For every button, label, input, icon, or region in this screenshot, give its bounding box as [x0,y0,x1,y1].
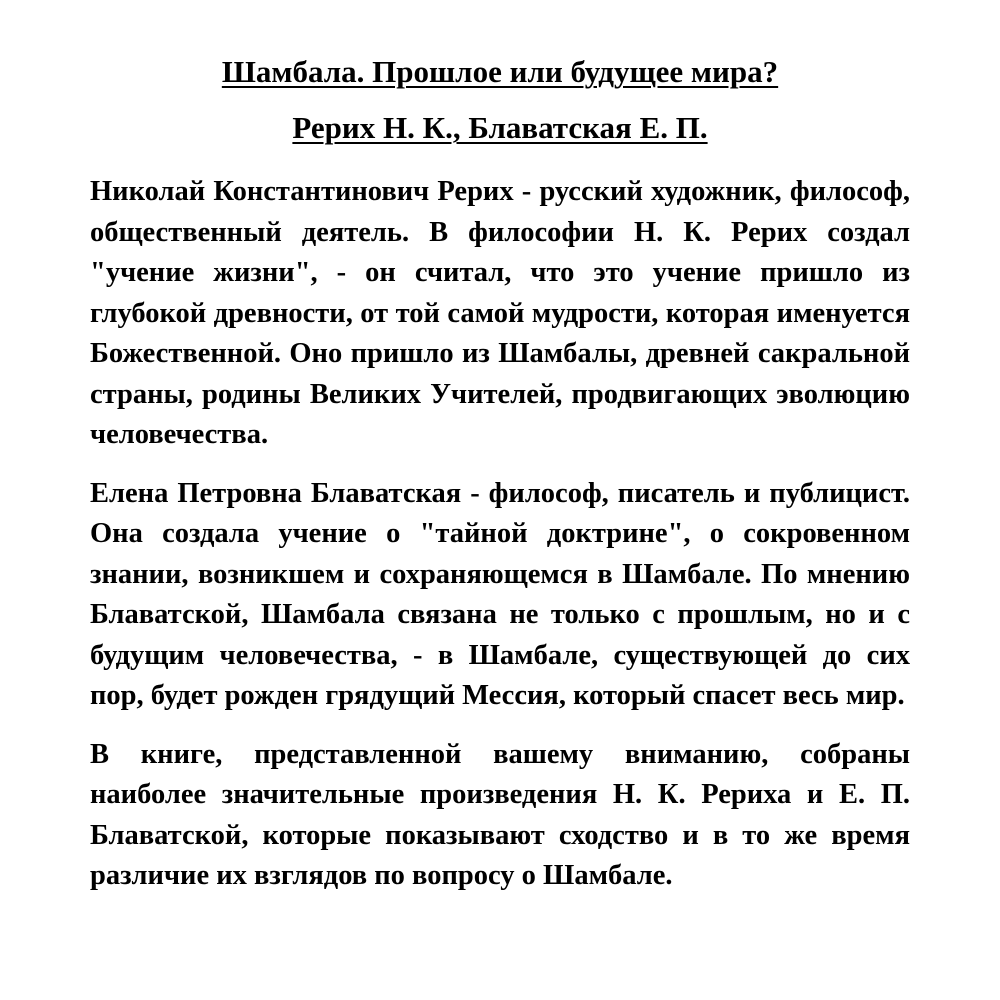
paragraph-roerich: Николай Константинович Рерих - русский художник, философ, общественный деятель. В философии Н. К. Рерих создал "учение жизни", - он считал, что это учение пришло из глубокой древности, от той самой мудрости, которая именуется Божественной. Оно пришло из Шамбалы, древней сакральной страны, родины Великих Учителей, продвигающих эволюцию человечества. [90,176,910,450]
book-authors: Рерих Н. К., Блаватская Е. П. [292,110,708,145]
book-title: Шамбала. Прошлое или будущее мира? [221,54,779,89]
paragraph-book-summary: В книге, представленной вашему вниманию, собраны наиболее значительные произведения Н. К. Рериха и Е. П. Блаватской, которые показывают сходство и в то же время различие их взглядов по вопросу о Шамбале. [90,738,910,891]
paragraph-blavatsky: Елена Петровна Блаватская - философ, писатель и публицист. Она создала учение о "тайной доктрине", о сокровенном знании, возникшем и сохраняющемся в Шамбале. По мнению Блаватской, Шамбала связана не только с прошлым, но и с будущим человечества, - в Шамбале, существующей до сих пор, будет рожден грядущий Мессия, который спасет весь мир. [90,477,910,711]
